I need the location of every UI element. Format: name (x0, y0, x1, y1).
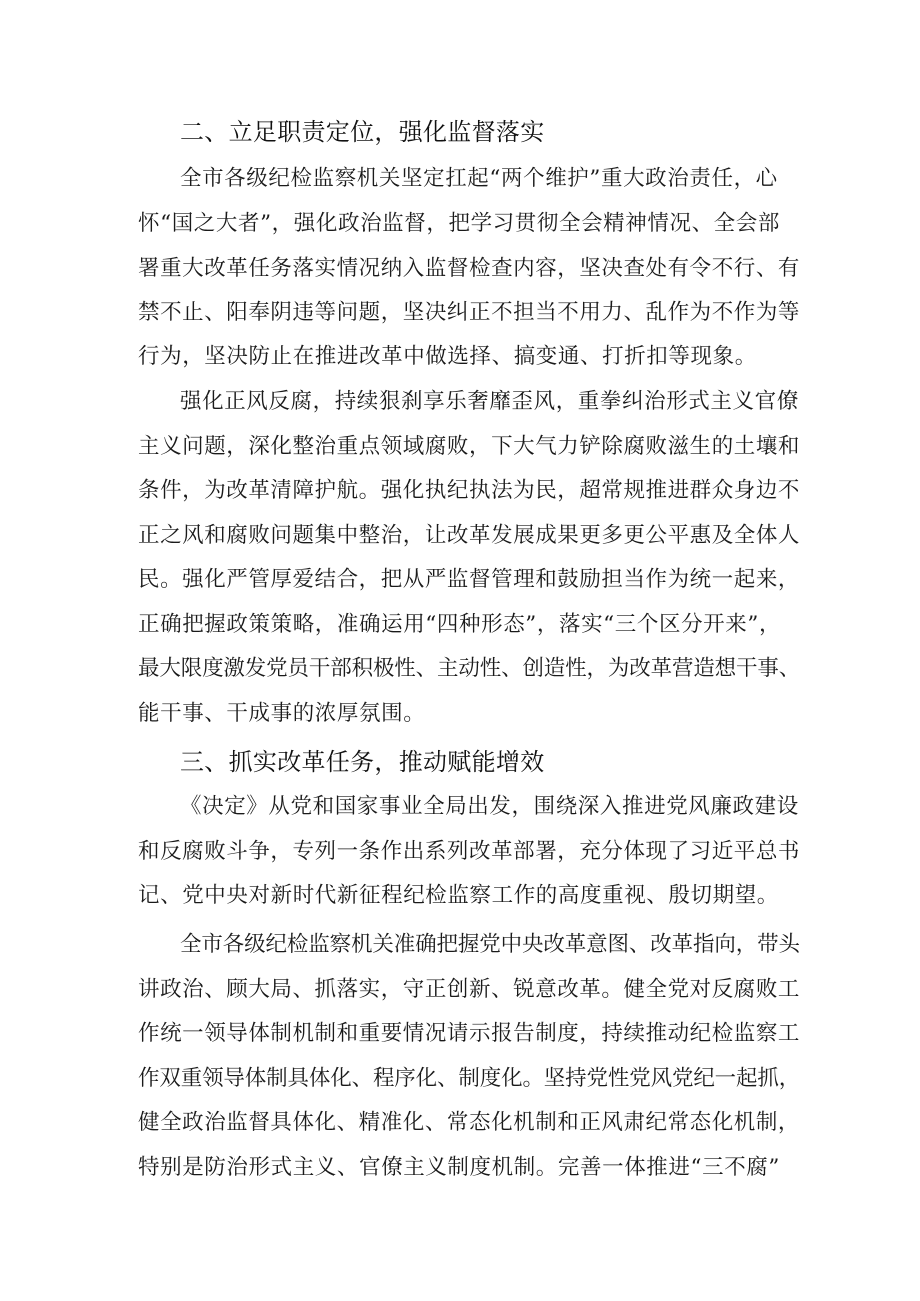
paragraph-line: 署重大改革任务落实情况纳入监督检查内容，坚决查处有令不行、有 (138, 256, 801, 281)
paragraph-line: 能干事、干成事的浓厚氛围。 (138, 701, 426, 726)
paragraph-line: 和反腐败斗争，专列一条作出系列改革部署，充分体现了习近平总书 (138, 839, 801, 864)
paragraph-line: 全市各级纪检监察机关坚定扛起“两个维护”重大政治责任，心 (180, 166, 778, 191)
paragraph-line: 最大限度激发党员干部积极性、主动性、创造性，为改革营造想干事、 (138, 656, 801, 681)
paragraph-line: 《决定》从党和国家事业全局出发，围绕深入推进党风廉政建设 (180, 794, 799, 819)
paragraph-line: 主义问题，深化整治重点领域腐败，下大气力铲除腐败滋生的土壤和 (138, 434, 801, 459)
paragraph-line: 条件，为改革清障护航。强化执纪执法为民，超常规推进群众身边不 (138, 478, 801, 503)
paragraph-line: 行为，坚决防止在推进改革中做选择、搞变通、打折扣等现象。 (138, 344, 757, 369)
paragraph-line: 怀“国之大者”，强化政治监督，把学习贯彻全会精神情况、全会部 (138, 211, 780, 236)
paragraph-line: 强化正风反腐，持续狠刹享乐奢靡歪风，重拳纠治形式主义官僚 (180, 389, 799, 414)
paragraph-line: 全市各级纪检监察机关准确把握党中央改革意图、改革指向，带头 (180, 932, 800, 957)
paragraph-line: 健全政治监督具体化、精准化、常态化机制和正风肃纪常态化机制， (138, 1110, 801, 1135)
paragraph-line: 作双重领导体制具体化、程序化、制度化。坚持党性党风党纪一起抓， (138, 1066, 801, 1091)
paragraph-line: 特别是防治形式主义、官僚主义制度机制。完善一体推进“三不腐” (138, 1155, 780, 1180)
paragraph-line: 正确把握政策策略，准确运用“四种形态”，落实“三个区分开来”， (138, 612, 782, 637)
paragraph-line: 禁不止、阳奉阴违等问题，坚决纠正不担当不用力、乱作为不作为等 (138, 300, 801, 325)
section-heading-3: 三、抓实改革任务，推动赋能增效 (180, 748, 545, 776)
paragraph-line: 作统一领导体制机制和重要情况请示报告制度，持续推动纪检监察工 (138, 1021, 801, 1046)
paragraph-line: 民。强化严管厚爱结合，把从严监督管理和鼓励担当作为统一起来， (138, 567, 801, 592)
paragraph-line: 讲政治、顾大局、抓落实，守正创新、锐意改革。健全党对反腐败工 (138, 977, 801, 1002)
paragraph-line: 记、党中央对新时代新征程纪检监察工作的高度重视、殷切期望。 (138, 883, 779, 908)
paragraph-line: 正之风和腐败问题集中整治，让改革发展成果更多更公平惠及全体人 (138, 523, 801, 548)
section-heading-2: 二、立足职责定位，强化监督落实 (180, 118, 545, 146)
